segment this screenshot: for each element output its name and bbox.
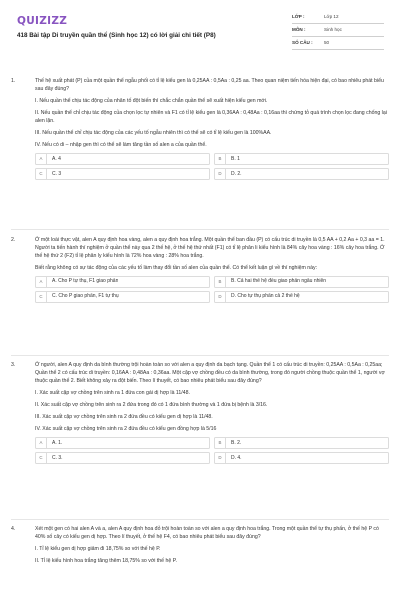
question-statement: IV. Xác suất cặp vợ chồng trên sinh ra 2 đứa đều có kiểu gen đồng hợp là 5/16 <box>35 426 217 433</box>
option-letter: D <box>215 169 226 179</box>
question-divider <box>11 355 389 356</box>
option-letter: C <box>36 292 47 302</box>
quizizz-logo: QUIZIZZ <box>17 15 68 27</box>
answer-option-a[interactable] <box>35 437 210 449</box>
option-text: B. Cả hai thế hệ đều giao phấn ngẫu nhiên <box>231 278 327 285</box>
question-number: 1. <box>11 78 16 84</box>
question-3 <box>11 361 389 464</box>
option-letter: D <box>215 292 226 302</box>
meta-label: MÔN : <box>292 27 306 33</box>
answer-options <box>35 437 387 464</box>
option-text: B. 1 <box>231 155 240 162</box>
option-letter: B <box>215 438 226 448</box>
question-statement: I. Xác suất cặp vợ chồng trên sinh ra 1 đứa con gái dị hợp là 11/48. <box>35 390 190 397</box>
answer-option-c[interactable] <box>35 452 210 464</box>
question-statement: II. Xác suất cặp vợ chồng trên sinh ra 2 đứa trong đó có 1 đứa bình thường và 1 đứa bị bệnh là 3/16. <box>35 402 268 409</box>
option-letter: C <box>36 453 47 463</box>
question-statement: II. Tỉ lệ kiểu hình hoa trắng tăng thêm 18,75% so với thế hệ P. <box>35 558 177 565</box>
option-text: B. 2. <box>231 439 242 446</box>
answer-options <box>35 276 387 303</box>
question-stem: Thế hệ xuất phát (P) của một quần thể ngẫu phối có tỉ lệ kiểu gen là 0,25AA : 0,5Aa : 0,25 aa. Theo quan niệm tiến hóa hiện đại, có bao nhiêu phát biểu sau đây đúng? <box>35 78 384 93</box>
question-divider <box>11 519 389 520</box>
question-body <box>35 77 387 180</box>
answer-option-b[interactable] <box>214 276 389 288</box>
option-letter: A <box>36 154 47 164</box>
question-divider <box>11 229 389 230</box>
answer-option-b[interactable] <box>214 153 389 165</box>
answer-option-c[interactable] <box>35 168 210 180</box>
meta-value: 50 <box>324 40 330 46</box>
question-body <box>35 361 387 464</box>
option-letter: D <box>215 453 226 463</box>
question-statement: IV. Nếu có di – nhập gen thì có thể sẽ làm tăng tần số alen a của quần thể. <box>35 142 207 149</box>
option-letter: B <box>215 154 226 164</box>
question-number: 4. <box>11 526 16 532</box>
worksheet-title: 418 Bài tập Di truyền quần thể (Sinh học 12) có lời giải chi tiết (P8) <box>17 32 216 39</box>
option-text: A. 1. <box>52 439 63 446</box>
question-body <box>35 525 387 565</box>
option-text: C. 3 <box>52 170 62 177</box>
option-letter: A <box>36 277 47 287</box>
option-text: D. 2. <box>231 170 242 177</box>
answer-option-d[interactable] <box>214 168 389 180</box>
meta-row-class <box>292 11 384 24</box>
meta-label: LỚP : <box>292 14 305 20</box>
question-1 <box>11 77 389 180</box>
meta-value: Lớp 12 <box>324 14 339 20</box>
option-text: D. 4. <box>231 454 242 461</box>
worksheet-meta-box <box>292 11 384 50</box>
question-number: 2. <box>11 237 16 243</box>
question-statement: I. Nếu quần thể chịu tác động của nhân tố đột biến thì chắc chắn quần thể sẽ xuất hiện kiểu gen mới. <box>35 98 268 105</box>
question-stem: Xét một gen có hai alen A và a, alen A quy định hoa đỏ trội hoàn toàn so với alen a quy định hoa trắng. Trong một quần thể tự thụ phấn, ở thế hệ P có 40% số cây có kiểu gen dị hợp. Theo lí thuyết, ở thế hệ F4, có bao nhiêu phát biểu sau đây đúng? <box>35 526 379 541</box>
option-letter: C <box>36 169 47 179</box>
option-text: A. 4 <box>52 155 61 162</box>
question-statement: III. Xác suất cặp vợ chồng trên sinh ra 2 đứa đều có kiểu gen dị hợp là 11/48. <box>35 414 213 421</box>
question-statement: II. Nếu quần thể chỉ chịu tác động của chọn lọc tự nhiên và F1 có tỉ lệ kiểu gen là 0,36AA : 0,48Aa : 0,16aa thì chứng tỏ quá trình chọn lọc đang chống lại alen lặn. <box>35 110 387 125</box>
answer-option-b[interactable] <box>214 437 389 449</box>
option-text: D. Cho tự thụ phấn cả 2 thế hệ <box>231 293 300 300</box>
question-statement: I. Tỉ lệ kiểu gen dị hợp giảm đi 18,75% so với thế hệ P. <box>35 546 161 553</box>
question-2 <box>11 236 389 303</box>
answer-option-d[interactable] <box>214 452 389 464</box>
option-text: C. Cho P giao phấn, F1 tự thụ <box>52 293 119 300</box>
option-letter: B <box>215 277 226 287</box>
question-4 <box>11 525 389 569</box>
meta-label: SỐ CÂU : <box>292 40 313 46</box>
answer-option-a[interactable] <box>35 276 210 288</box>
question-body <box>35 236 387 303</box>
question-statement: Biết rằng không có sự tác động của các yếu tố làm thay đổi tần số alen của quần thể. Có thể kết luận gì về thí nghiệm này: <box>35 265 318 272</box>
question-number: 3. <box>11 362 16 368</box>
question-stem: Ở người, alen A quy định da bình thường trội hoàn toàn so với alen a quy định da bạch tạng. Quần thể 1 có cấu trúc di truyền: 0,25AA : 0,5Aa : 0,25aa; Quần thể 2 có cấu trúc di truyền: 0,16AA : 0,48Aa : 0,36aa. Một cặp vợ chồng đều có da bình thường, trong đó người chồng thuộc quần thể 1, người vợ thuộc quần thể 2. Biết không xảy ra đột biến. Theo lí thuyết, có bao nhiêu phát biểu sau đây đúng? <box>35 362 385 385</box>
option-text: A. Cho P tự thụ, F1 giao phấn <box>52 278 119 285</box>
option-text: C. 3. <box>52 454 63 461</box>
option-letter: A <box>36 438 47 448</box>
meta-value: Sinh học <box>324 27 342 33</box>
answer-option-c[interactable] <box>35 291 210 303</box>
meta-row-subject <box>292 24 384 37</box>
question-stem: Ở một loài thực vật, alen A quy định hoa vàng, alen a quy định hoa trắng. Một quần thể ban đầu (P) có cấu trúc di truyền là 0,5 AA + 0,2 Aa + 0,3 aa = 1. Người ta tiến hành thí nghiệm ở quần thể này qua 2 thế hệ, ở thế hệ thứ nhất (F1) có tỉ lệ phân li kiểu hình là 84% cây hoa vàng : 16% cây hoa trắng. Ở thế hệ thứ 2 (F2) tỉ lệ phân ly kiểu hình là 72% hoa vàng : 28% hoa trắng. <box>35 237 385 260</box>
worksheet-header <box>0 0 400 70</box>
meta-row-question-count <box>292 37 384 50</box>
question-statement: III. Nếu quần thể chỉ chịu tác động của các yếu tố ngẫu nhiên thì có thể sẽ có tỉ lệ kiểu gen là 100%AA. <box>35 130 272 137</box>
answer-options <box>35 153 387 180</box>
answer-option-a[interactable] <box>35 153 210 165</box>
answer-option-d[interactable] <box>214 291 389 303</box>
